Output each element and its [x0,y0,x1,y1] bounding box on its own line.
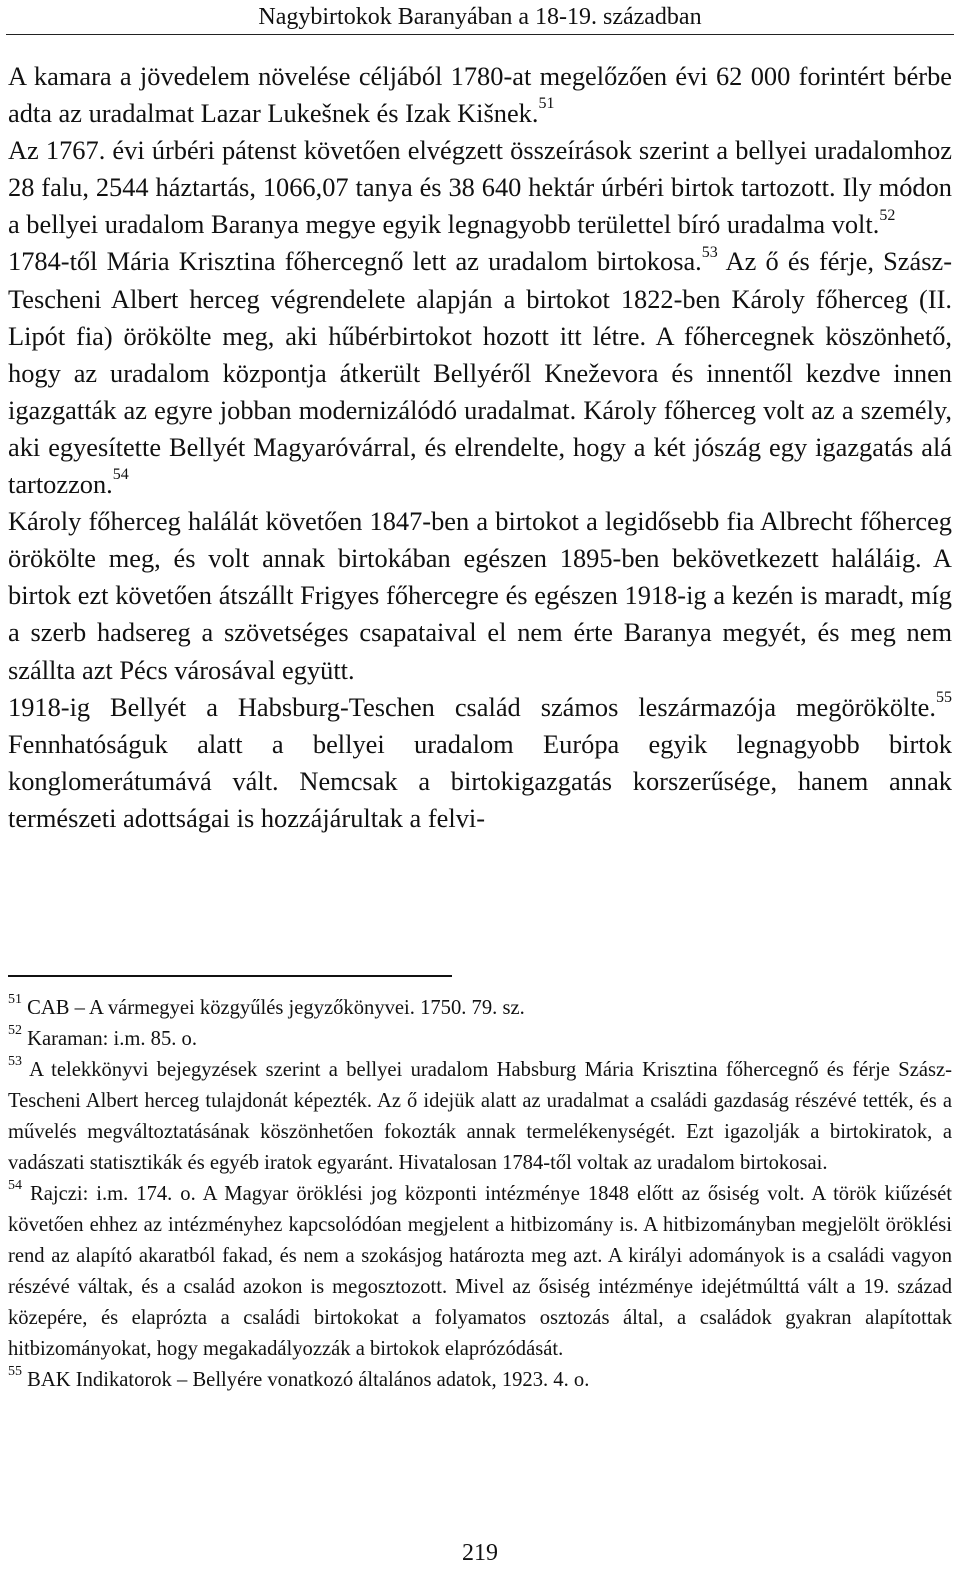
footnote-text: CAB – A vármegyei közgyűlés jegyzőkönyvei. 1750. 79. sz. [22,997,525,1019]
footnote-text: Karaman: i.m. 85. o. [22,1028,198,1050]
footnote-number: 52 [8,1023,22,1039]
footnote-item [8,993,952,1024]
footnote-text: Rajczi: i.m. 174. o. A Magyar öröklési jog központi intézménye 1848 előtt az ősiség volt. A török kiűzését követően ehhez az intézményhez kapcsolódóan megjelent a hitbizomány is. A hitbizományban megjelölt öröklési rend az alapító akaratból fakad, és nem a szokásjog határozta meg azt. A királyi adományok is a családi vagyon részévé váltak, és a család azokon is megosztozott. Mivel az ősiség intézménye idejétmúlttá vált a 19. század közepére, és elaprózta a családi birtokokat a folyamatos osztozás által, a családok gyakran alapítottak hitbizományokat, hogy megakadályozzák a birtokok elaprózódását. [8,1183,952,1360]
footnote-text: A telekkönyvi bejegyzések szerint a bellyei uradalom Habsburg Mária Krisztina főhercegnő és férje Szász-Tescheni Albert herceg tulajdonát képezték. Az ő idejük alatt az uradalmat a családi gazdaság részévé tették, és a művelés megváltoztatásának köszönhetően fokozták annak termelékenységét. Ezt igazolják a birtokiratok, a vadászati statisztikák és egyéb iratok egyaránt. Hivatalosan 1784-től voltak az uradalom birtokosai. [8,1059,952,1174]
footnote-reference[interactable]: 53 [701,243,718,261]
paragraph-text: Fennhatóságuk alatt a bellyei uradalom Európa egyik legnagyobb birtok konglomerátumává vált. Nemcsak a birtokigazgatás korszerűsége, hanem annak természeti adottságai is hozzájárultak a felvi- [8,728,952,833]
footnote-item [8,1024,952,1055]
footnote-number: 51 [8,992,22,1008]
footnote-reference[interactable]: 54 [112,466,129,484]
footnote-item [8,1365,952,1396]
footnote-text: BAK Indikatorok – Bellyére vonatkozó általános adatok, 1923. 4. o. [22,1369,590,1391]
footnote-reference[interactable]: 51 [538,95,555,113]
footnote-reference[interactable]: 55 [936,688,952,706]
footnote-separator [8,975,452,977]
body-paragraph [8,243,952,503]
footnote-number: 54 [8,1178,22,1194]
body-paragraph [8,58,952,132]
paragraph-text: A kamara a jövedelem növelése céljából 1780-at megelőzően évi 62 000 forintért bérbe adta az uradalmat Lazar Lukešnek és Izak Kišnek. [8,61,952,129]
main-text [8,58,952,837]
page-number: 219 [462,1540,498,1566]
footnote-item [8,1179,952,1365]
paragraph-text: Károly főherceg halálát követően 1847-ben a birtokot a legidősebb fia Albrecht főherceg örökölte meg, és volt annak birtokában egészen 1895-ben bekövetkezett haláláig. A birtok ezt követően átszállt Frigyes főhercegre és egészen 1918-ig a kezén is maradt, míg a szerb hadsereg a szövetséges csapataival el nem érte Baranya megyét, és meg nem szállta azt Pécs városával együtt. [8,506,952,685]
footnotes [8,993,952,1396]
paragraph-text: Az ő és férje, Szász-Tescheni Albert herceg végrendelete alapján a birtokot 1822-ben Károly főherceg (II. Lipót fia) örökölte meg, aki hűbérbirtokot hozott itt létre. A főhercegnek köszönhető, hogy az uradalom központja átkerült Bellyéről Kneževora és innentől kezdve innen igazgatták az egyre jobban modernizálódó uradalmat. Károly főherceg volt az a személy, aki egyesítette Bellyét Magyaróvárral, és elrendelte, hogy a két jószág egy igazgatás alá tartozzon. [8,246,953,500]
running-head [0,0,960,38]
paragraph-text: 1918-ig Bellyét a Habsburg-Teschen család számos leszármazója megörökölte. [8,691,936,722]
body-paragraph [8,503,952,688]
footnote-number: 53 [8,1054,22,1070]
running-title: Nagybirtokok Baranyában a 18-19. században [258,4,702,30]
footnote-item [8,1055,952,1179]
header-rule [6,34,954,35]
paragraph-text: 1784-től Mária Krisztina főhercegnő lett az uradalom birtokosa. [8,246,702,277]
body-paragraph [8,689,952,837]
footnote-reference[interactable]: 52 [879,206,896,224]
body-paragraph [8,132,952,243]
paragraph-text: Az 1767. évi úrbéri pátenst követően elvégzett összeírások szerint a bellyei uradalomhoz 28 falu, 2544 háztartás, 1066,07 tanya és 38 640 hektár úrbéri birtok tartozott. Ily módon a bellyei uradalom Baranya megye egyik legnagyobb területtel bíró uradalma volt. [8,135,952,240]
footnote-number: 55 [8,1364,22,1380]
